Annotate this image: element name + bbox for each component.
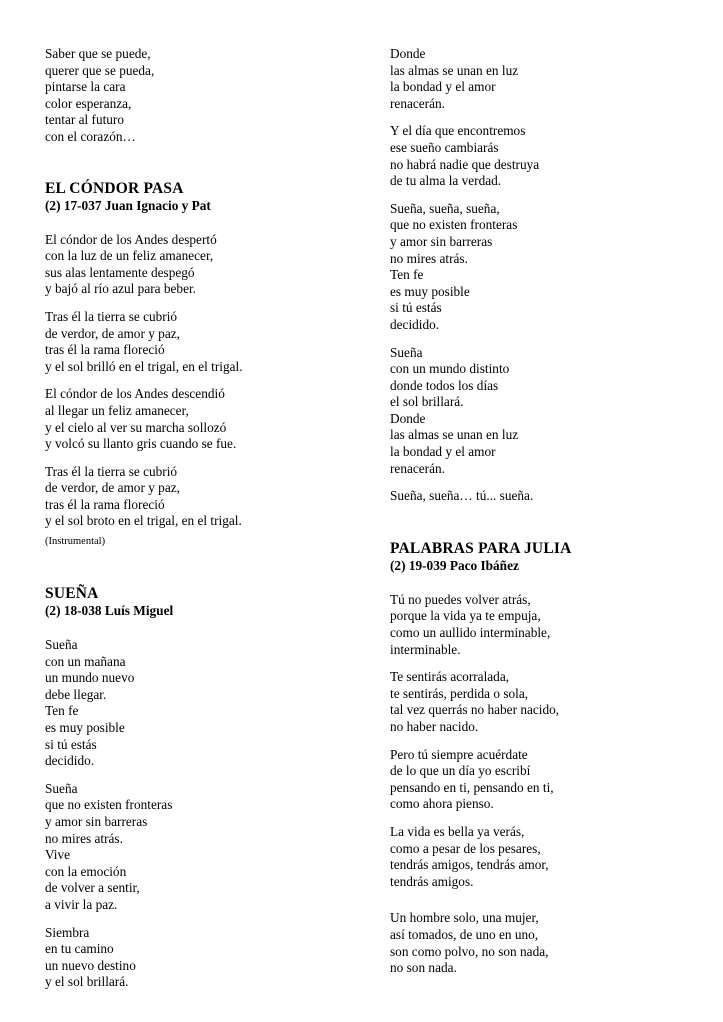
lyric-line: querer que se pueda, [45,62,155,78]
lyric-line: Sueña [45,780,78,796]
lyric-line: donde todos los días [390,377,499,393]
lyric-line: las almas se unan en luz [390,427,519,443]
song-reference: (2) 17-037 Juan Ignacio y Pat [45,197,211,213]
lyric-line: con el corazón… [45,128,136,144]
lyric-line: El cóndor de los Andes descendió [45,386,225,402]
lyric-line: y amor sin barreras [390,233,493,249]
lyric-line: un nuevo destino [45,957,136,973]
lyric-line: y el cielo al ver su marcha sollozó [45,419,227,435]
lyric-line: sus alas lentamente despegó [45,264,195,280]
stanza [390,669,710,735]
lyric-line: Saber que se puede, [45,46,151,61]
lyric-line: Ten fe [390,267,424,283]
lyric-line: son como polvo, no son nada, [390,943,549,959]
lyric-line: y el sol broto en el trigal, en el trigal. [45,513,242,529]
lyric-line: con la emoción [45,863,127,879]
lyric-line: no son nada. [390,960,457,976]
lyric-line: no haber nacido. [390,719,479,734]
lyric-line: que no existen fronteras [45,797,173,813]
lyric-line: como ahora pienso. [390,796,494,812]
lyric-line: como a pesar de los pesares, [390,840,541,856]
lyric-line: decidido. [45,753,95,769]
lyric-line: tal vez querrás no haber nacido, [390,702,560,718]
lyric-line: Sueña, sueña, sueña, [390,200,500,216]
lyric-line: con la luz de un feliz amanecer, [45,248,214,264]
right-column [390,46,710,988]
song-palabras-para-julia [390,540,710,977]
lyric-line: Tras él la tierra se cubrió [45,463,178,479]
lyric-line: Tras él la tierra se cubrió [45,308,178,324]
lyric-line: Donde [390,410,426,426]
song-title: EL CÓNDOR PASA [45,179,184,197]
lyric-line: porque la vida ya te empuja, [390,608,541,624]
lyric-line: tentar al futuro [45,112,125,128]
lyric-line: pintarse la cara [45,79,126,95]
lyric-line: de verdor, de amor y paz, [45,480,180,496]
lyric-line: tras él la rama floreció [45,496,165,512]
lyric-line: en tu camino [45,941,114,957]
stanza [45,464,365,530]
lyric-line: así tomados, de uno en uno, [390,926,539,942]
lyric-line: Pero tú siempre acuérdate [390,746,528,762]
stanza [45,925,365,991]
lyric-line: que no existen fronteras [390,217,518,233]
stanza [45,46,365,146]
lyric-line: y el sol brillará. [45,974,129,990]
song-title: SUEÑA [45,585,99,603]
lyric-line: la bondad y el amor [390,444,496,460]
stanza [390,46,710,112]
stanza [390,488,710,505]
stanza [45,386,365,452]
stanza [390,747,710,813]
lyric-line: si tú estás [45,736,97,752]
song-title: PALABRAS PARA JULIA [390,539,572,557]
lyric-line: debe llegar. [45,686,107,702]
lyric-line: ese sueño cambiarás [390,139,499,155]
instrumental-note: (Instrumental) [45,536,106,548]
stanza [390,910,710,976]
lyric-line: con un mundo distinto [390,361,510,377]
stanza [45,781,365,914]
lyric-line: color esperanza, [45,95,132,111]
lyric-line: Y el día que encontremos [390,123,526,139]
lyric-line: con un mañana [45,653,126,669]
lyric-line: Siembra [45,924,90,940]
song-suena-continued [390,46,710,505]
lyric-line: renacerán. [390,460,445,476]
lyric-line: no mires atrás. [45,830,123,846]
lyric-line: Te sentirás acorralada, [390,669,510,685]
lyric-line: a vivir la paz. [45,896,118,912]
lyric-line: interminable. [390,641,461,657]
lyric-line: no mires atrás. [390,250,468,266]
stanza [45,309,365,375]
lyric-line: de tu alma la verdad. [390,173,502,189]
lyric-line: un mundo nuevo [45,670,135,686]
lyric-line: te sentirás, perdida o sola, [390,685,529,701]
lyric-line: y volcó su llanto gris cuando se fue. [45,436,237,452]
stanza [390,201,710,334]
stanza [390,592,710,658]
lyric-line: la bondad y el amor [390,79,496,95]
lyric-line: no habrá nadie que destruya [390,156,540,172]
lyric-line: y amor sin barreras [45,814,148,829]
lyric-line: renacerán. [390,95,445,111]
song-suena [45,585,365,991]
lyric-line: de volver a sentir, [45,880,140,896]
lyric-line: Vive [45,847,71,863]
lyric-line: tras él la rama floreció [45,342,165,358]
lyric-line: y bajó al río azul para beber. [45,281,196,297]
lyric-line: decidido. [390,316,440,332]
song-el-condor-pasa [45,180,365,550]
lyric-line: y el sol brilló en el trigal, en el trigal. [45,358,243,374]
lyric-line: de lo que un día yo escribí [390,763,531,779]
lyric-line: si tú estás [390,300,442,316]
stanza [390,345,710,478]
lyric-line: como un aullido interminable, [390,625,551,641]
stanza [390,123,710,189]
lyric-line: al llegar un feliz amanecer, [45,402,189,418]
lyric-line: El cóndor de los Andes despertó [45,231,217,247]
lyric-line: pensando en ti, pensando en ti, [390,779,554,795]
lyric-line: tendrás amigos. [390,873,474,889]
stanza [390,824,710,890]
lyric-line: el sol brillará. [390,394,464,410]
lyric-line: es muy posible [390,283,470,299]
stanza [45,232,365,298]
lyric-line: Ten fe [45,703,79,719]
lyric-line: Donde [390,46,426,61]
lyric-line: Sueña [45,637,78,653]
lyric-line: es muy posible [45,720,125,736]
lyric-line: Sueña, sueña… tú... sueña. [390,488,534,504]
lyric-line: de verdor, de amor y paz, [45,325,180,341]
lyric-line: las almas se unan en luz [390,62,519,78]
lyric-line: Sueña [390,344,423,360]
lyric-line: Un hombre solo, una mujer, [390,910,539,926]
song-reference: (2) 19-039 Paco Ibáñez [390,557,519,573]
lyric-line: Tú no puedes volver atrás, [390,591,531,607]
left-column [45,46,365,1002]
song-reference: (2) 18-038 Luís Miguel [45,603,174,619]
stanza [45,637,365,770]
lyric-line: La vida es bella ya verás, [390,823,525,839]
lyric-line: tendrás amigos, tendrás amor, [390,857,549,873]
